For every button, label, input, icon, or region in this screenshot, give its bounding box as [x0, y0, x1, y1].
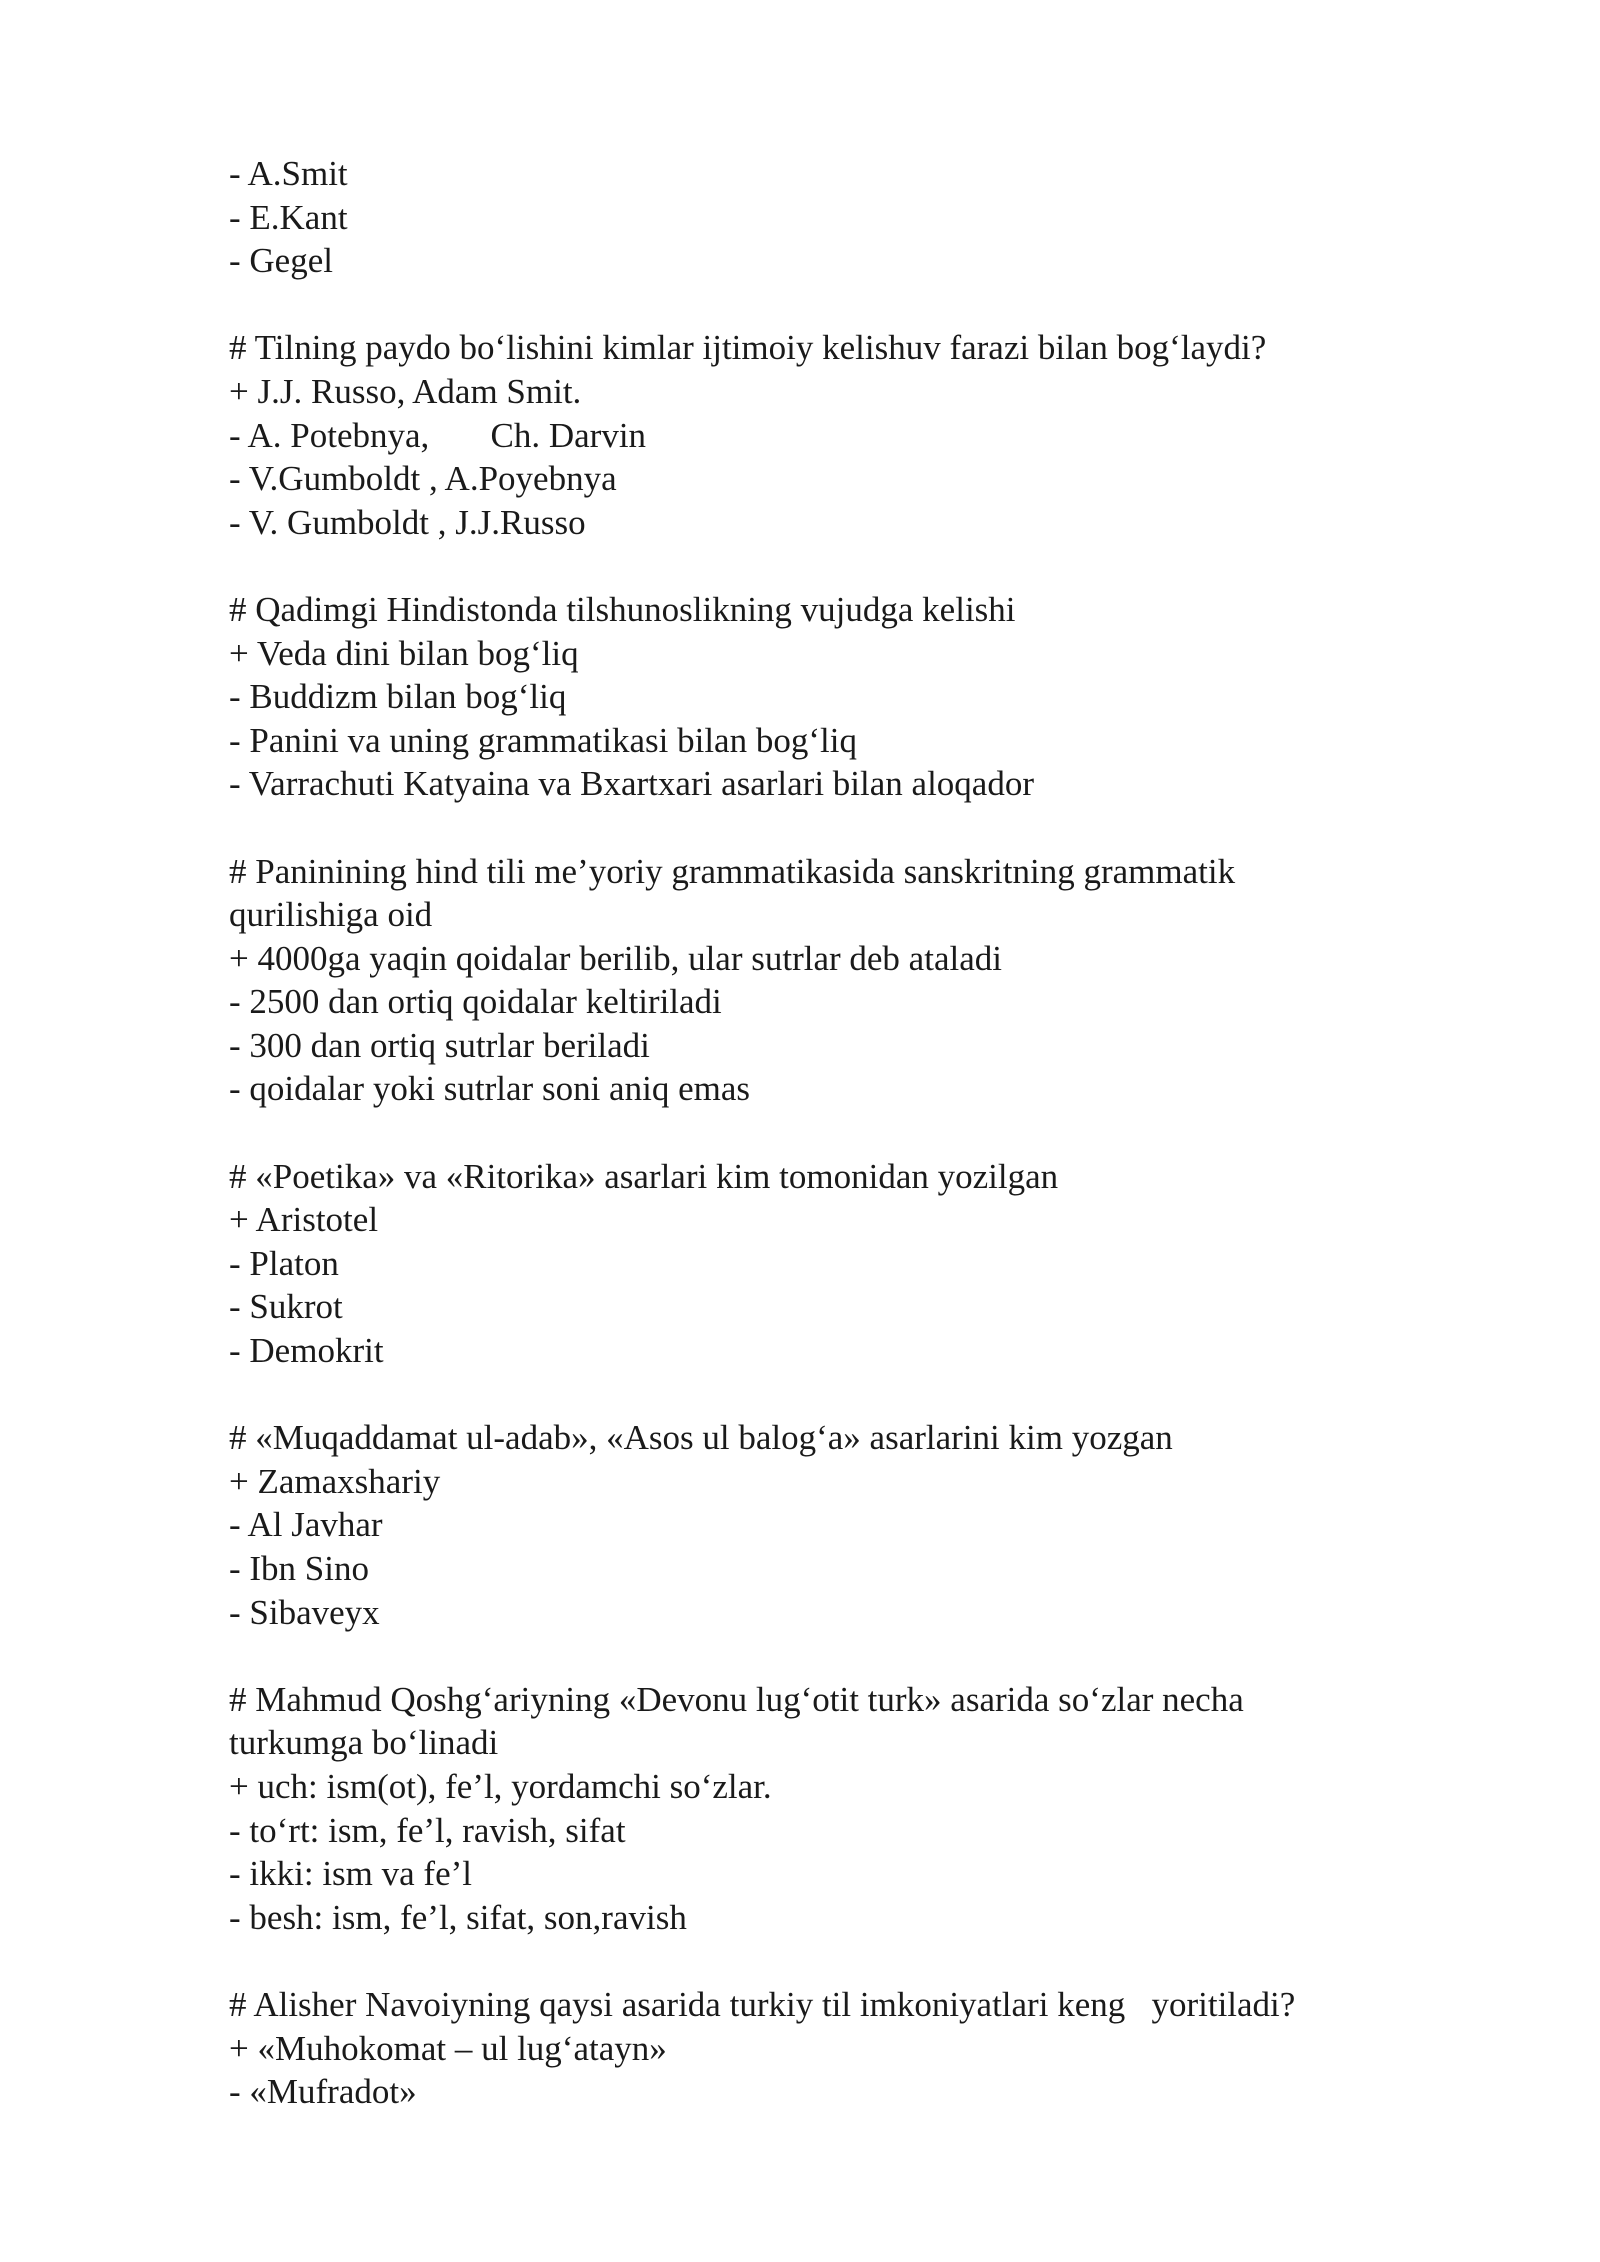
- text-line: - qoidalar yoki sutrlar soni aniq emas: [229, 1069, 750, 1109]
- block-spacer: [229, 1939, 1409, 1983]
- text-line: - «Mufradot»: [229, 2072, 417, 2112]
- text-line: + Veda dini bilan bog‘liq: [229, 633, 579, 673]
- text-line: - ikki: ism va fe’l: [229, 1854, 473, 1894]
- text-line: - A. Potebnya, Ch. Darvin: [229, 415, 647, 455]
- text-line: - to‘rt: ism, fe’l, ravish, sifat: [229, 1810, 626, 1850]
- text-line: - 2500 dan ortiq qoidalar keltiriladi: [229, 982, 722, 1022]
- text-line: - Varrachuti Katyaina va Bxartxari asarlari bilan aloqador: [229, 764, 1034, 804]
- question-block: [229, 1416, 1409, 1634]
- text-line: - V.Gumboldt , A.Poyebnya: [229, 459, 617, 499]
- text-line: - besh: ism, fe’l, sifat, son,ravish: [229, 1897, 687, 1937]
- text-line: - 300 dan ortiq sutrlar beriladi: [229, 1025, 650, 1065]
- text-line: + «Muhokomat – ul lug‘atayn»: [229, 2028, 667, 2068]
- text-line: + 4000ga yaqin qoidalar berilib, ular sutrlar deb ataladi: [229, 938, 1002, 978]
- question-block: [229, 152, 1409, 283]
- question-block: [229, 1155, 1409, 1373]
- block-spacer: [229, 283, 1409, 327]
- text-line: turkumga bo‘linadi: [229, 1723, 499, 1763]
- text-line: + Aristotel: [229, 1200, 379, 1240]
- question-block: [229, 1983, 1409, 2114]
- text-line: - Gegel: [229, 241, 333, 281]
- block-spacer: [229, 1634, 1409, 1678]
- text-line: # Tilning paydo bo‘lishini kimlar ijtimoiy kelishuv farazi bilan bog‘laydi?: [229, 328, 1267, 368]
- text-line: # Qadimgi Hindistonda tilshunoslikning vujudga kelishi: [229, 589, 1016, 629]
- question-block: [229, 850, 1409, 1112]
- text-line: - Ibn Sino: [229, 1549, 369, 1588]
- text-line: - A.Smit: [229, 154, 348, 193]
- question-block: [229, 1678, 1409, 1940]
- text-line: - E.Kant: [229, 197, 348, 237]
- question-block: [229, 326, 1409, 544]
- block-spacer: [229, 544, 1409, 588]
- text-line: - Demokrit: [229, 1331, 384, 1371]
- text-line: # «Muqaddamat ul-adab», «Asos ul balog‘a» asarlarini kim yozgan: [229, 1418, 1173, 1458]
- block-spacer: [229, 1111, 1409, 1155]
- block-spacer: [229, 806, 1409, 850]
- text-line: - Al Javhar: [229, 1505, 383, 1545]
- text-line: - Panini va uning grammatikasi bilan bog‘liq: [229, 720, 857, 760]
- text-line: + J.J. Russo, Adam Smit.: [229, 371, 582, 411]
- text-line: qurilishiga oid: [229, 895, 433, 935]
- text-line: + Zamaxshariy: [229, 1461, 441, 1501]
- question-block: [229, 588, 1409, 806]
- text-line: # Alisher Navoiyning qaysi asarida turkiy til imkoniyatlari keng yoritiladi?: [229, 1984, 1296, 2024]
- block-spacer: [229, 1373, 1409, 1417]
- document-body: [229, 152, 1409, 2114]
- text-line: - Buddizm bilan bog‘liq: [229, 677, 567, 717]
- text-line: # Paninining hind tili me’yoriy grammatikasida sanskritning grammatik: [229, 851, 1236, 891]
- text-line: - Sibaveyx: [229, 1592, 380, 1632]
- text-line: - Platon: [229, 1243, 339, 1283]
- text-line: # Mahmud Qoshg‘ariyning «Devonu lug‘otit turk» asarida so‘zlar necha: [229, 1679, 1244, 1719]
- text-line: + uch: ism(ot), fe’l, yordamchi so‘zlar.: [229, 1766, 772, 1806]
- text-line: - V. Gumboldt , J.J.Russo: [229, 502, 586, 542]
- text-line: - Sukrot: [229, 1287, 343, 1327]
- text-line: # «Poetika» va «Ritorika» asarlari kim tomonidan yozilgan: [229, 1156, 1059, 1196]
